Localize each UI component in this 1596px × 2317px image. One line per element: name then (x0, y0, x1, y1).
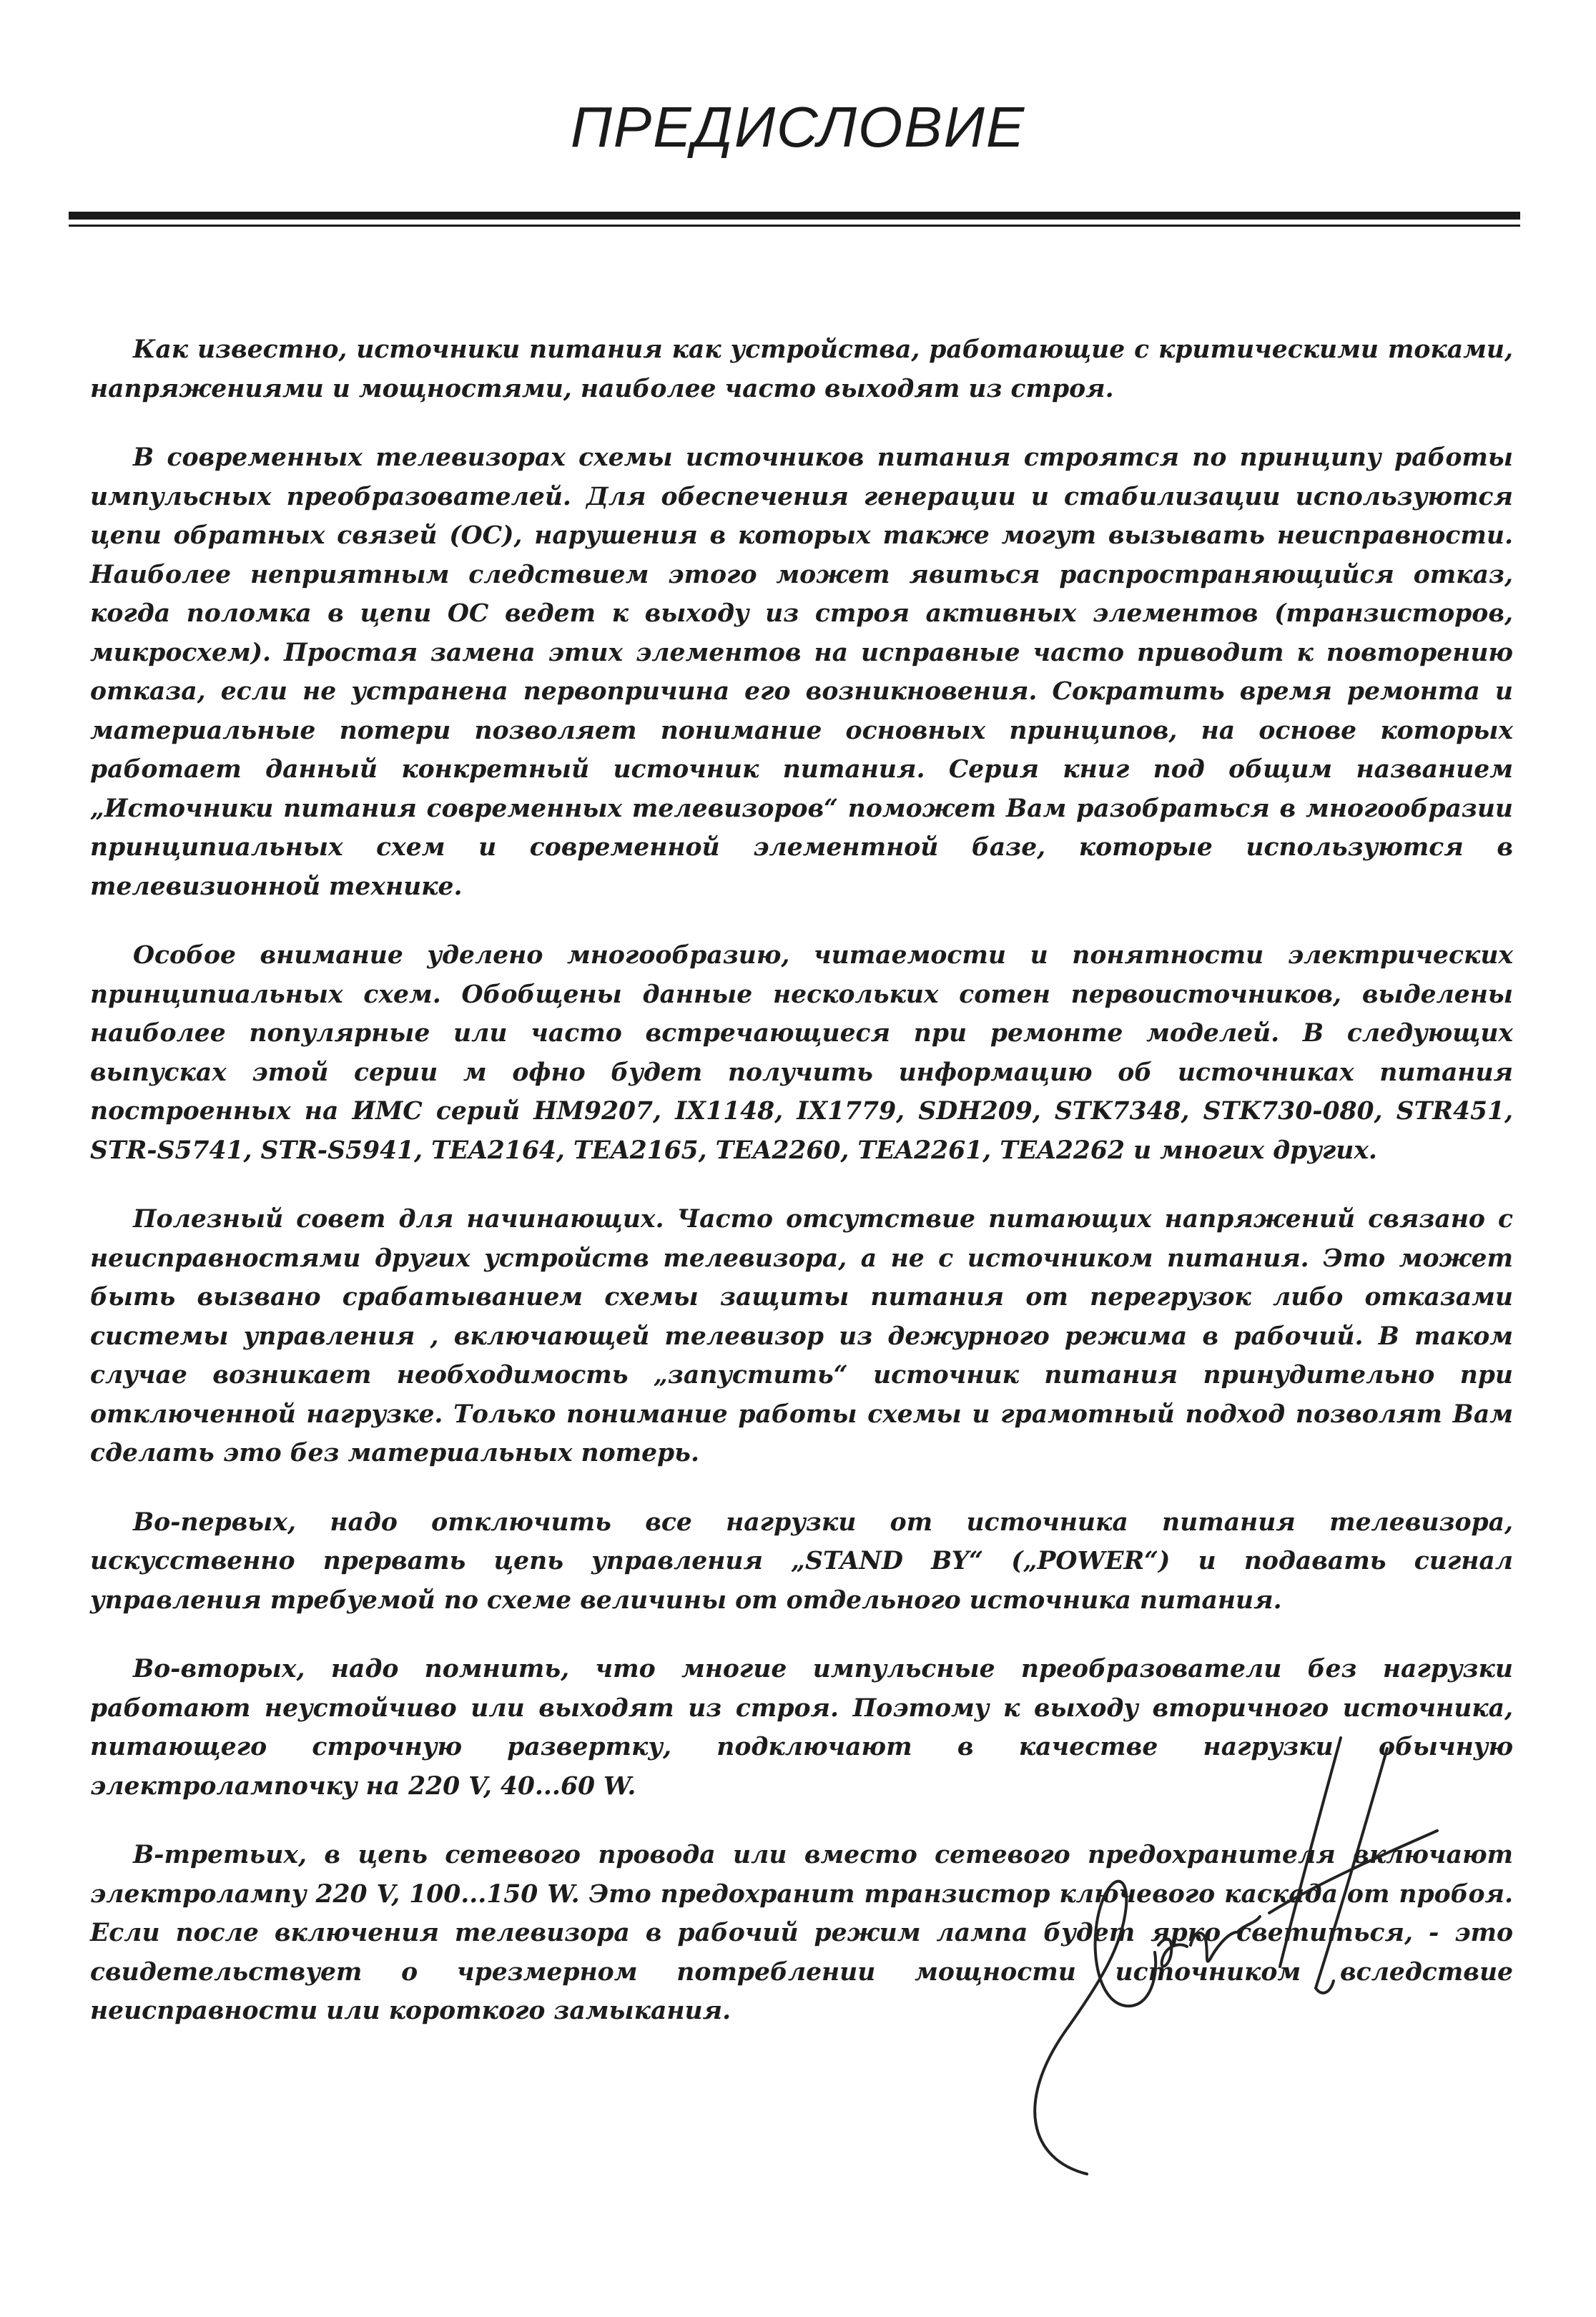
page-title: ПРЕДИСЛОВИЕ (570, 95, 1026, 159)
paragraph-2: В современных телевизорах схемы источников питания строятся по принципу работы импульсных преобразователей. Для обеспечения генерации и стабилизации используются цепи обратных связей (ОС), нарушения в которых также могут вызывать неисправности. Наиболее неприятным следствием этого может явиться распространяющийся отказ, когда поломка в цепи ОС ведет к выходу из строя активных элементов (транзисторов, микросхем). Простая замена этих элементов на исправные часто приводит к повторению отказа, если не устранена первопричина его возникновения. Сократить время ремонта и материальные потери позволяет понимание основных принципов, на основе которых работает данный конкретный источник питания. Серия книг под общим названием „Источники питания современных телевизоров“ поможет Вам разобраться в многообразии принципиальных схем и современной элементной базе, которые используются в телевизионной технике. (90, 443, 1513, 901)
paragraph-1: Как известно, источники питания как устройства, работающие с критическими токами, напряжениями и мощностями, наиболее часто выходят из строя. (90, 335, 1513, 403)
title-rule-thin (69, 225, 1520, 227)
paragraph-5: Во-первых, надо отключить все нагрузки от источника питания телевизора, искусственно прервать цепь управления „STAND BY“ („POWER“) и подавать сигнал управления требуемой по схеме величины от отдельного источника питания. (90, 1507, 1513, 1615)
author-signature (980, 1731, 1494, 2188)
paragraph-3: Особое внимание уделено многообразию, читаемости и понятности электрических принципиальных схем. Обобщены данные нескольких сотен первоисточников, выделены наиболее популярные или часто встречающиеся при ремонте моделей. В следующих выпусках этой серии м офно будет получить информацию об источниках питания построенных на ИМС серий HM9207, IX1148, IX1779, SDH209, STK7348, STK730-080, STR451, STR-S5741, STR-S5941, TEA2164, TEA2165, TEA2260, TEA2261, TEA2262 и многих других. (90, 941, 1513, 1165)
paragraph-6: Во-вторых, надо помнить, что многие импульсные преобразователи без нагрузки работают неустойчиво или выходят из строя. Поэтому к выходу вторичного источника, питающего строчную развертку, подключают в качестве нагрузки обычную электролампочку на 220 V, 40...60 W. (90, 1655, 1513, 1801)
paragraph-4: Полезный совет для начинающих. Часто отсутствие питающих напряжений связано с неисправностями других устройств телевизора, а не с источником питания. Это может быть вызвано срабатыванием схемы защиты питания от перегрузок либо отказами системы управления , включающей телевизор из дежурного режима в рабочий. В таком случае возникает необходимость „запустить“ источник питания принудительно при отключенной нагрузке. Только понимание работы схемы и грамотный подход позволят Вам сделать это без материальных потерь. (90, 1205, 1513, 1467)
title-rule-thick (69, 212, 1520, 220)
paragraph-7: В-третьих, в цепь сетевого провода или вместо сетевого предохранителя включают электролампу 220 V, 100...150 W. Это предохранит транзистор ключевого каскада от пробоя. Если после включения телевизора в рабочий режим лампа будет ярко светиться, - это свидетельствует о чрезмерном потреблении мощности источником вследствие неисправности или короткого замыкания. (90, 1841, 1513, 2025)
